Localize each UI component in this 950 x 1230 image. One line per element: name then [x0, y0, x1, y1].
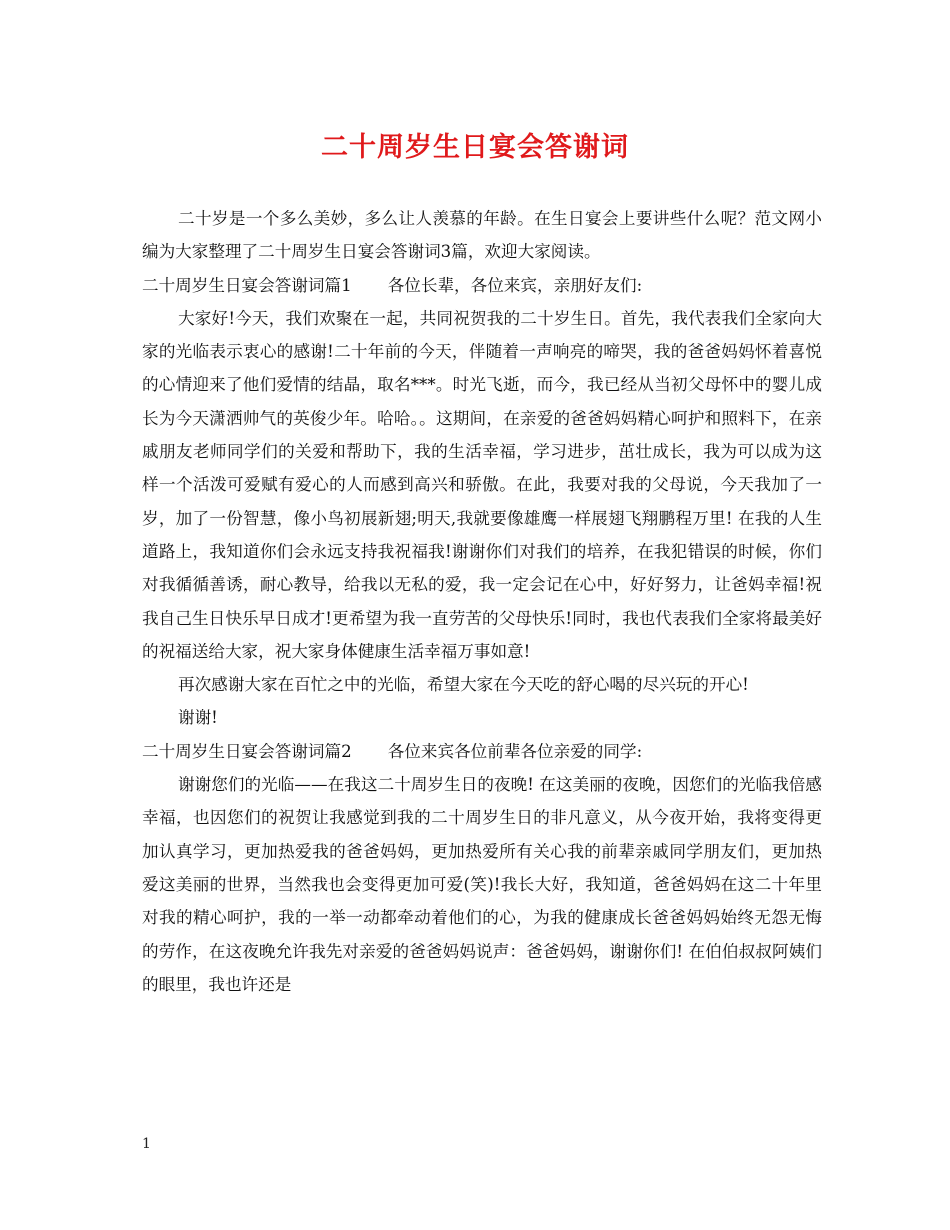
- document-title: 二十周岁生日宴会答谢词: [321, 132, 629, 163]
- section-1-heading: 二十周岁生日宴会答谢词篇1: [142, 275, 352, 295]
- section-2-paragraph-1: 谢谢您们的光临——在我这二十周岁生日的夜晚! 在这美丽的夜晚，因您们的光临我倍感幸福，也因您们的祝贺让我感觉到我的二十周岁生日的非凡意义，从今夜开始，我将变得更加认真学习，更加热爱我的爸爸妈妈，更加热爱所有关心我的前辈亲戚同学朋友们，更加热爱这美丽的世界，当然我也会变得更加可爱(笑)!我长大好，我知道，爸爸妈妈在这二十年里对我的精心呵护，我的一举一动都牵动着他们的心，为我的健康成长爸爸妈妈始终无怨无悔的劳作，在这夜晚允许我先对亲爱的爸爸妈妈说声：爸爸妈妈，谢谢你们! 在伯伯叔叔阿姨们的眼里，我也许还是: [142, 775, 822, 994]
- intro-paragraph: 二十岁是一个多么美妙，多么让人羡慕的年龄。在生日宴会上要讲些什么呢？范文网小编为大家整理了二十周岁生日宴会答谢词3篇，欢迎大家阅读。: [142, 209, 822, 262]
- section-2-heading-line: [142, 735, 822, 768]
- section-1-paragraph-3: 谢谢!: [178, 708, 218, 728]
- section-1-heading-line: [142, 269, 822, 302]
- section-2-heading: 二十周岁生日宴会答谢词篇2: [142, 741, 352, 761]
- document-body: [142, 202, 822, 1001]
- page-number: 1: [142, 1136, 151, 1152]
- section-1-salutation: 各位长辈，各位来宾，亲朋好友们:: [387, 275, 643, 295]
- section-1-paragraph-2: 再次感谢大家在百忙之中的光临，希望大家在今天吃的舒心喝的尽兴玩的开心!: [178, 675, 749, 695]
- section-1-paragraph-1: 大家好!今天，我们欢聚在一起，共同祝贺我的二十岁生日。首先，我代表我们全家向大家的光临表示衷心的感谢!二十年前的今天，伴随着一声响亮的啼哭，我的爸爸妈妈怀着喜悦的心情迎来了他们爱情的结晶，取名***。时光飞逝，而今，我已经从当初父母怀中的婴儿成长为今天潇洒帅气的英俊少年。哈哈。。这期间，在亲爱的爸爸妈妈精心呵护和照料下，在亲戚朋友老师同学们的关爱和帮助下，我的生活幸福，学习进步，茁壮成长，我为可以成为这样一个活泼可爱赋有爱心的人而感到高兴和骄傲。在此，我要对我的父母说，今天我加了一岁，加了一份智慧，像小鸟初展新翅;明天,我就要像雄鹰一样展翅飞翔鹏程万里! 在我的人生道路上，我知道你们会永远支持我祝福我!谢谢你们对我们的培养，在我犯错误的时候，你们对我循循善诱，耐心教导，给我以无私的爱，我一定会记在心中，好好努力，让爸妈幸福!祝我自己生日快乐早日成才!更希望为我一直劳苦的父母快乐!同时，我也代表我们全家将最美好的祝福送给大家，祝大家身体健康生活幸福万事如意!: [142, 308, 822, 661]
- section-2-salutation: 各位来宾各位前辈各位亲爱的同学:: [387, 741, 643, 761]
